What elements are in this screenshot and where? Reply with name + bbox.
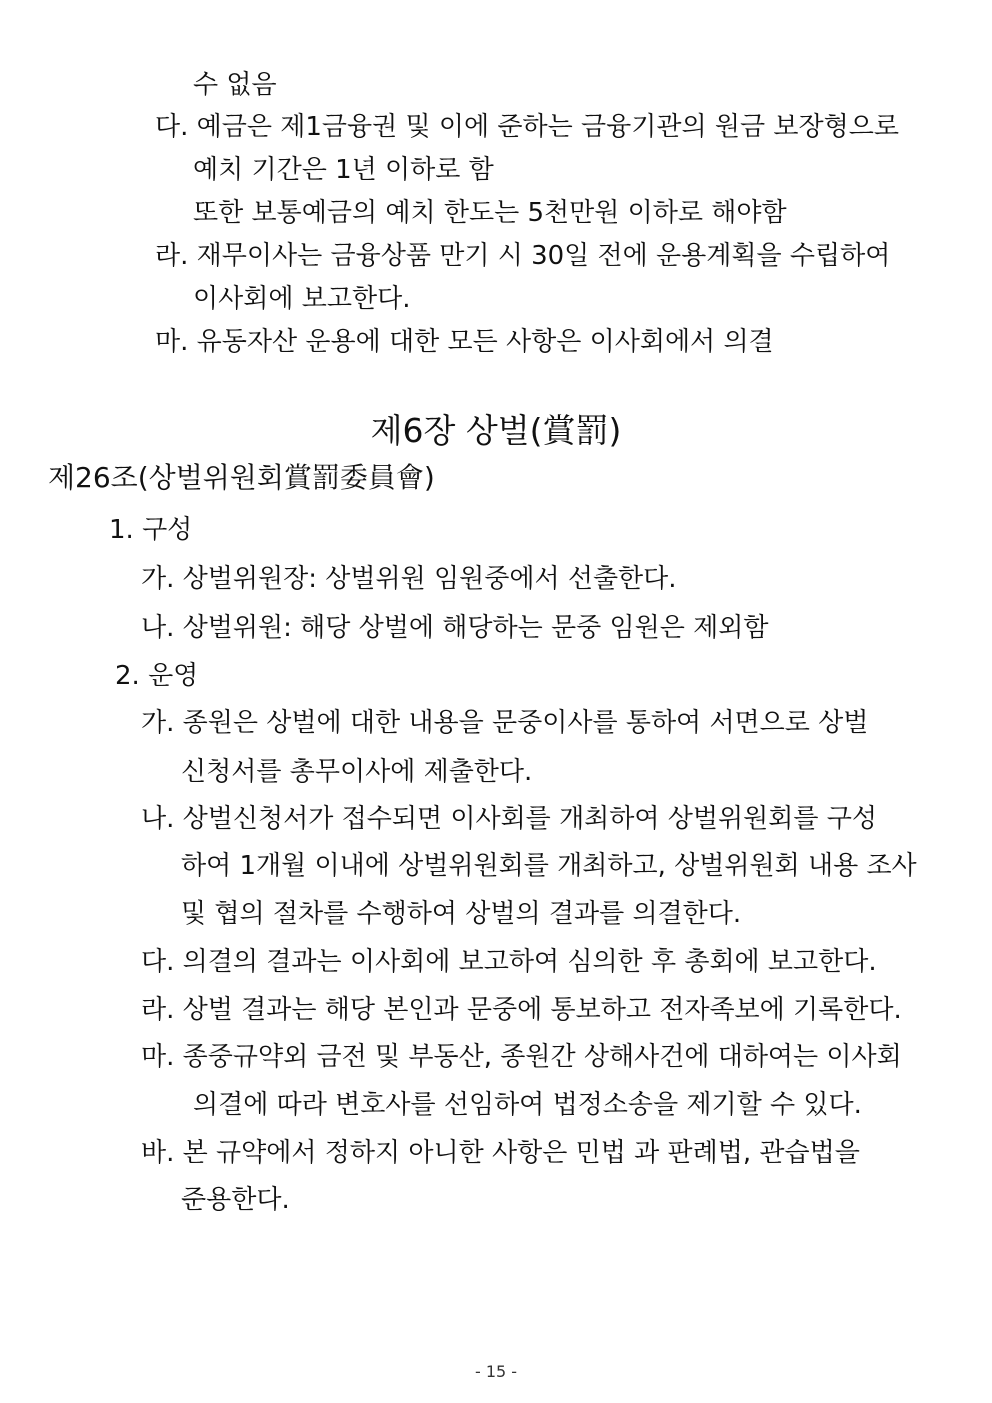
page-number: - 15 - bbox=[474, 1362, 518, 1381]
text-line: 이사회에 보고한다. bbox=[193, 284, 411, 314]
text-line: 준용한다. bbox=[181, 1185, 290, 1215]
list-item: 바. 본 규약에서 정하지 아니한 사항은 민법 과 판례법, 관습법을 bbox=[141, 1138, 860, 1168]
list-item: 나. 상벌신청서가 접수되면 이사회를 개최하여 상벌위원회를 구성 bbox=[141, 804, 877, 834]
list-item: 라. 재무이사는 금융상품 만기 시 30일 전에 운용계획을 수립하여 bbox=[155, 241, 891, 271]
list-item: 나. 상벌위원: 해당 상벌에 해당하는 문중 임원은 제외함 bbox=[141, 613, 769, 643]
text-line: 하여 1개월 이내에 상벌위원회를 개최하고, 상벌위원회 내용 조사 bbox=[181, 851, 917, 881]
text-line: 및 협의 절차를 수행하여 상벌의 결과를 의결한다. bbox=[181, 899, 742, 929]
text-line: 또한 보통예금의 예치 한도는 5천만원 이하로 해야함 bbox=[193, 198, 787, 228]
list-item: 마. 종중규약외 금전 및 부동산, 종원간 상해사건에 대하여는 이사회 bbox=[141, 1042, 902, 1072]
text-line: 신청서를 총무이사에 제출한다. bbox=[181, 757, 533, 787]
text-line: 예치 기간은 1년 이하로 함 bbox=[193, 155, 494, 185]
list-item: 가. 상벌위원장: 상벌위원 임원중에서 선출한다. bbox=[141, 564, 677, 594]
list-item: 다. 예금은 제1금융권 및 이에 준하는 금융기관의 원금 보장형으로 bbox=[155, 112, 899, 142]
chapter-title: 제6장 상벌(賞罰) bbox=[370, 411, 622, 450]
section-heading: 2. 운영 bbox=[115, 661, 199, 691]
article-title: 제26조(상벌위원회賞罰委員會) bbox=[48, 461, 435, 494]
list-item: 라. 상벌 결과는 해당 본인과 문중에 통보하고 전자족보에 기록한다. bbox=[141, 995, 902, 1025]
list-item: 다. 의결의 결과는 이사회에 보고하여 심의한 후 총회에 보고한다. bbox=[141, 947, 877, 977]
text-line: 의결에 따라 변호사를 선임하여 법정소송을 제기할 수 있다. bbox=[193, 1090, 862, 1120]
text-line: 수 없음 bbox=[193, 70, 277, 100]
list-item: 마. 유동자산 운용에 대한 모든 사항은 이사회에서 의결 bbox=[155, 327, 774, 357]
section-heading: 1. 구성 bbox=[109, 515, 193, 545]
list-item: 가. 종원은 상벌에 대한 내용을 문중이사를 통하여 서면으로 상벌 bbox=[141, 708, 869, 738]
